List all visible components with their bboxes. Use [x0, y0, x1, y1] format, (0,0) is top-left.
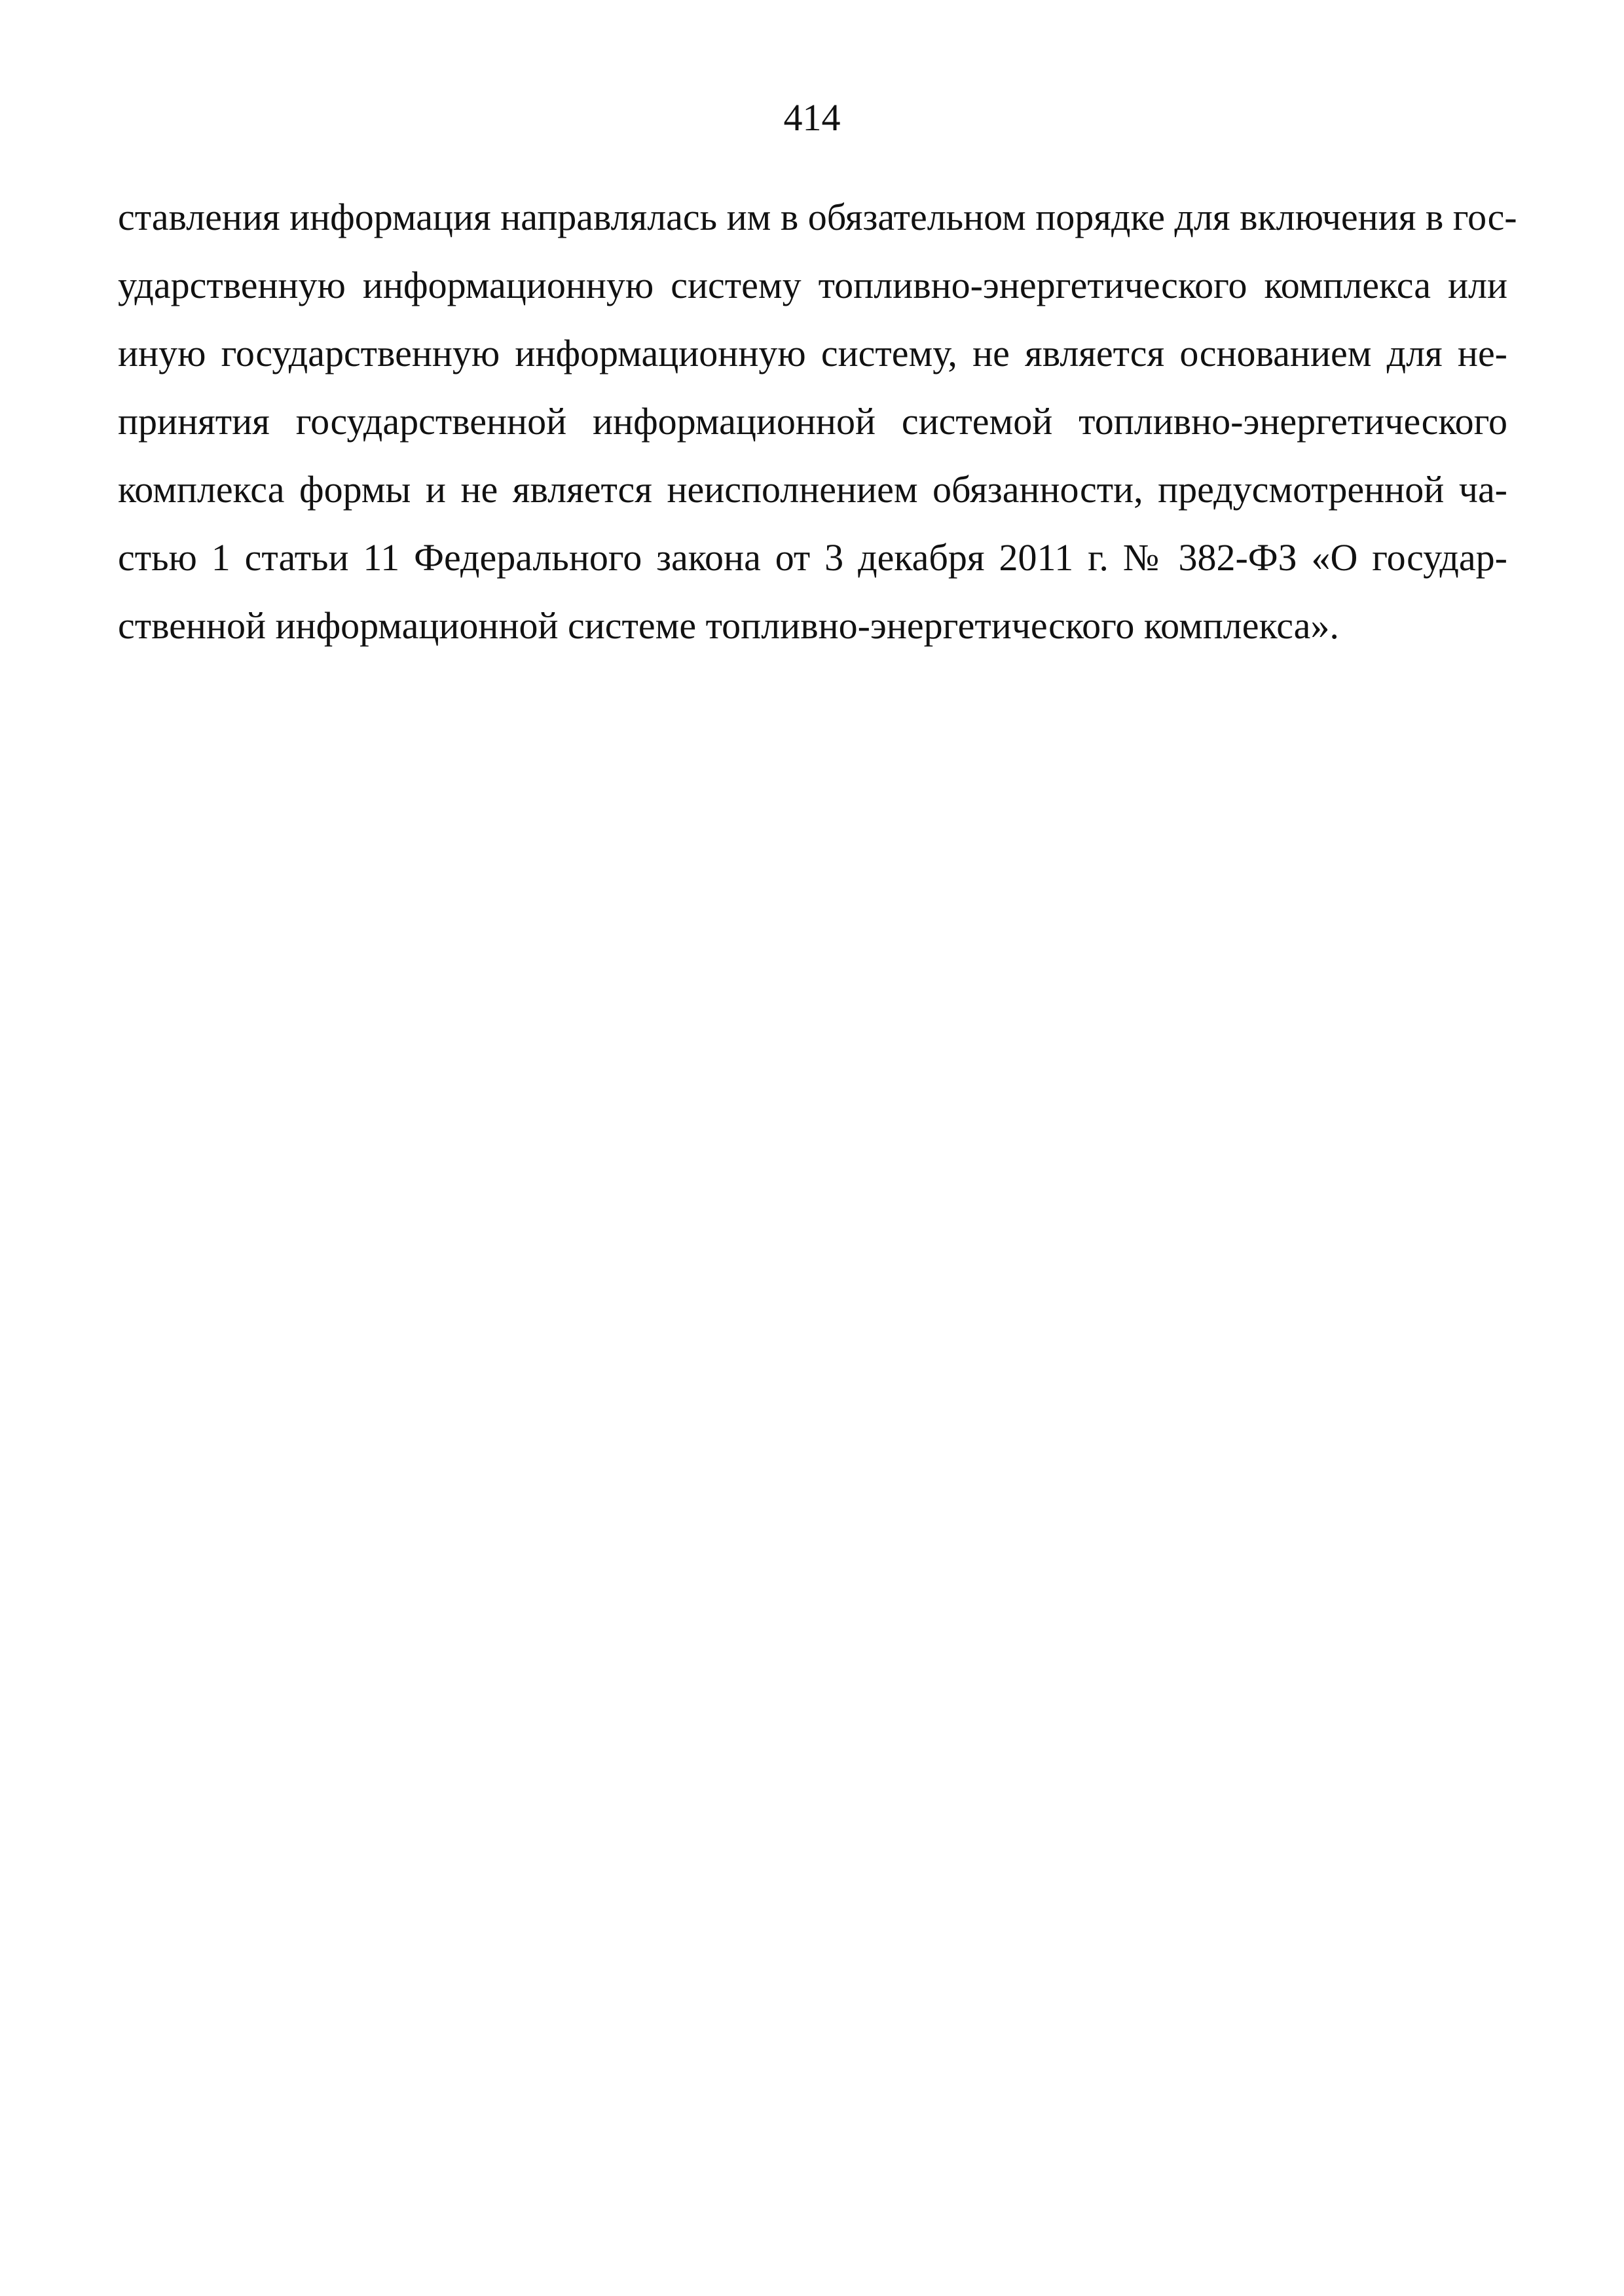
paragraph-line: ставления информация направлялась им в обязательном порядке для включения в гос-: [118, 196, 1517, 238]
paragraph-line: принятия государственной информационной системой топливно-энергетического: [118, 400, 1507, 443]
paragraph-line: комплекса формы и не является неисполнением обязанности, предусмотренной ча-: [118, 468, 1507, 511]
paragraph-line: стью 1 статьи 11 Федерального закона от 3 декабря 2011 г. № 382-ФЗ «О государ-: [118, 536, 1507, 579]
paragraph-line: ударственную информационную систему топливно-энергетического комплекса или: [118, 264, 1507, 306]
body-paragraph: [118, 183, 1517, 660]
paragraph-line: ственной информационной системе топливно-энергетического комплекса».: [118, 604, 1339, 647]
paragraph-line: иную государственную информационную систему, не является основанием для не-: [118, 332, 1507, 374]
page-number: 414: [783, 96, 841, 139]
